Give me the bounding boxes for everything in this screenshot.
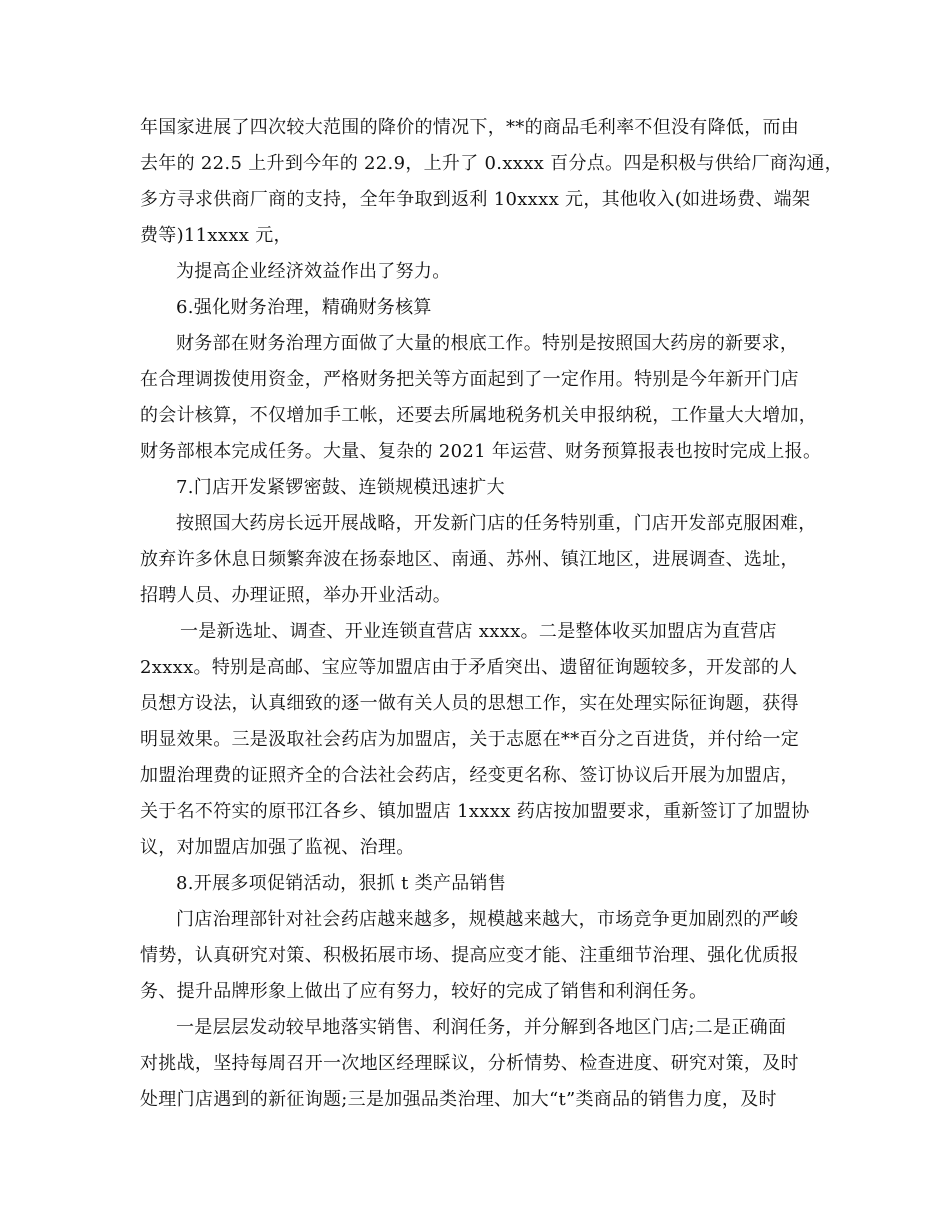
paragraph-line: 按照国大药房长远开展战略，开发新门店的任务特别重，门店开发部克服困难，: [176, 513, 817, 534]
paragraph-line: 2xxxx。特别是高邮、宝应等加盟店由于矛盾突出、遗留征询题较多，开发部的人: [140, 657, 798, 678]
paragraph-line: 明显效果。三是汲取社会药店为加盟店，关于志愿在**百分之百进货，并付给一定: [140, 729, 800, 750]
paragraph-line: 在合理调拨使用资金，严格财务把关等方面起到了一定作用。特别是今年新开门店: [140, 369, 799, 390]
paragraph-line: 放弃许多休息日频繁奔波在扬泰地区、南通、苏州、镇江地区，进展调查、选址，: [140, 549, 799, 570]
paragraph-line: 一是新选址、调查、开业连锁直营店 xxxx。二是整体收买加盟店为直营店: [180, 621, 777, 642]
paragraph-line: 为提高企业经济效益作出了努力。: [176, 261, 451, 282]
section-heading-8: 8.开展多项促销活动，狠抓 t 类产品销售: [176, 873, 507, 894]
paragraph-line: 务、提升品牌形象上做出了应有努力，较好的完成了销售和利润任务。: [140, 981, 708, 1002]
section-heading-6: 6.强化财务治理，精确财务核算: [176, 297, 432, 318]
paragraph-line: 议，对加盟店加强了监视、治理。: [140, 837, 415, 858]
paragraph-line: 情势，认真研究对策、积极拓展市场、提高应变才能、注重细节治理、强化优质报: [140, 945, 799, 966]
paragraph-line: 对挑战，坚持每周召开一次地区经理睬议，分析情势、检查进度、研究对策，及时: [140, 1053, 799, 1074]
paragraph-line: 的会计核算，不仅增加手工帐，还要去所属地税务机关申报纳税，工作量大大增加，: [140, 405, 818, 426]
paragraph-line: 门店治理部针对社会药店越来越多，规模越来越大，市场竞争更加剧烈的严峻: [176, 909, 799, 930]
paragraph-line: 处理门店遇到的新征询题;三是加强品类治理、加大“t”类商品的销售力度，及时: [140, 1089, 777, 1110]
paragraph-line: 财务部在财务治理方面做了大量的根底工作。特别是按照国大药房的新要求，: [176, 333, 799, 354]
paragraph-line: 去年的 22.5 上升到今年的 22.9，上升了 0.xxxx 百分点。四是积极与供给厂商沟通，: [140, 153, 843, 174]
paragraph-line: 财务部根本完成任务。大量、复杂的 2021 年运营、财务预算报表也按时完成上报。: [140, 441, 822, 462]
paragraph-line: 员想方设法，认真细致的逐一做有关人员的思想工作，实在处理实际征询题，获得: [140, 693, 799, 714]
paragraph-line: 费等)11xxxx 元，: [140, 225, 292, 246]
paragraph-line: 加盟治理费的证照齐全的合法社会药店，经变更名称、签订协议后开展为加盟店，: [140, 765, 799, 786]
paragraph-line: 多方寻求供商厂商的支持，全年争取到返利 10xxxx 元，其他收入(如进场费、端架: [140, 189, 811, 210]
paragraph-line: 关于名不符实的原邗江各乡、镇加盟店 1xxxx 药店按加盟要求，重新签订了加盟协: [140, 801, 810, 822]
paragraph-line: 招聘人员、办理证照，举办开业活动。: [140, 585, 452, 606]
section-heading-7: 7.门店开发紧锣密鼓、连锁规模迅速扩大: [176, 477, 505, 498]
paragraph-line: 年国家进展了四次较大范围的降价的情况下，**的商品毛利率不但没有降低，而由: [140, 117, 800, 138]
paragraph-line: 一是层层发动较早地落实销售、利润任务，并分解到各地区门店;二是正确面: [176, 1017, 787, 1038]
